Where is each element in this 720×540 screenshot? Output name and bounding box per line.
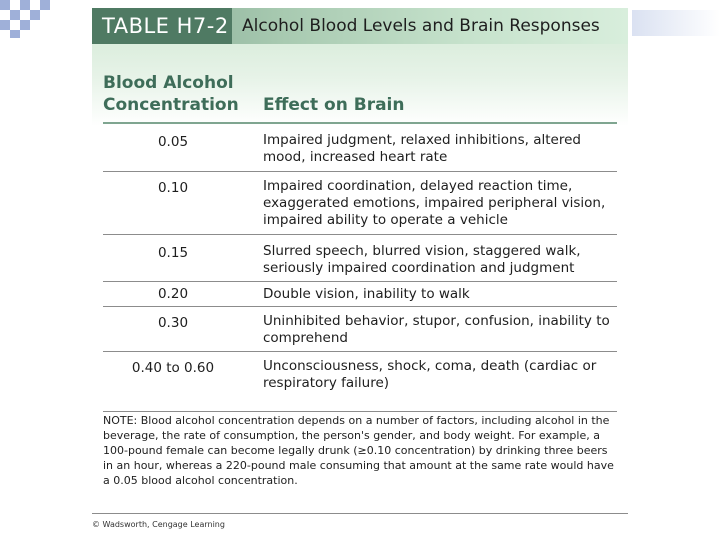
table-note: NOTE: Blood alcohol concentration depends on a number of factors, including alcohol in the beverage, the rate of consumption, the person's gender, and body weight. For example, a 100-pound female can become legally drunk (≥0.10 concentration) by drinking three beers in an hour, whereas a 220-pound male consuming that amount at the same rate would have a 0.05 blood alcohol concentration.	[103, 414, 614, 487]
table-row	[103, 307, 617, 352]
effect-cell: Impaired coordination, delayed reaction time, exaggerated emotions, impaired peripheral vision, impaired ability to operate a vehicle	[263, 178, 606, 228]
effect-cell: Slurred speech, blurred vision, staggered walk, seriously impaired coordination and judgment	[263, 243, 581, 276]
table-row	[103, 352, 617, 412]
effect-cell: Unconsciousness, shock, coma, death (cardiac or respiratory failure)	[263, 358, 597, 391]
column-header-effect: Effect on Brain	[263, 95, 405, 115]
table-title-bar	[92, 8, 628, 44]
bottom-rule	[92, 513, 628, 514]
table-row	[103, 282, 617, 307]
table-number: TABLE H7-2	[92, 8, 232, 44]
effect-cell: Impaired judgment, relaxed inhibitions, altered mood, increased heart rate	[263, 132, 581, 165]
table-row	[103, 235, 617, 282]
decorative-checker-pattern	[0, 0, 62, 38]
effect-cell: Double vision, inability to walk	[263, 286, 470, 302]
table-title: Alcohol Blood Levels and Brain Responses	[242, 16, 600, 36]
bac-cell: 0.40 to 0.60	[131, 360, 215, 376]
table-row	[103, 124, 617, 172]
table-row	[103, 172, 617, 235]
table-body	[103, 124, 617, 412]
bac-cell: 0.05	[157, 134, 189, 150]
effect-cell: Uninhibited behavior, stupor, confusion, inability to comprehend	[263, 313, 610, 346]
bac-cell: 0.30	[157, 315, 189, 331]
table-card	[92, 8, 628, 514]
decorative-header-fade	[632, 10, 720, 36]
bac-cell: 0.10	[157, 180, 189, 196]
bac-cell: 0.20	[157, 286, 189, 302]
column-header-bac: Blood Alcohol Concentration	[103, 73, 239, 115]
copyright-credit: © Wadsworth, Cengage Learning	[92, 520, 225, 529]
bac-cell: 0.15	[157, 245, 189, 261]
